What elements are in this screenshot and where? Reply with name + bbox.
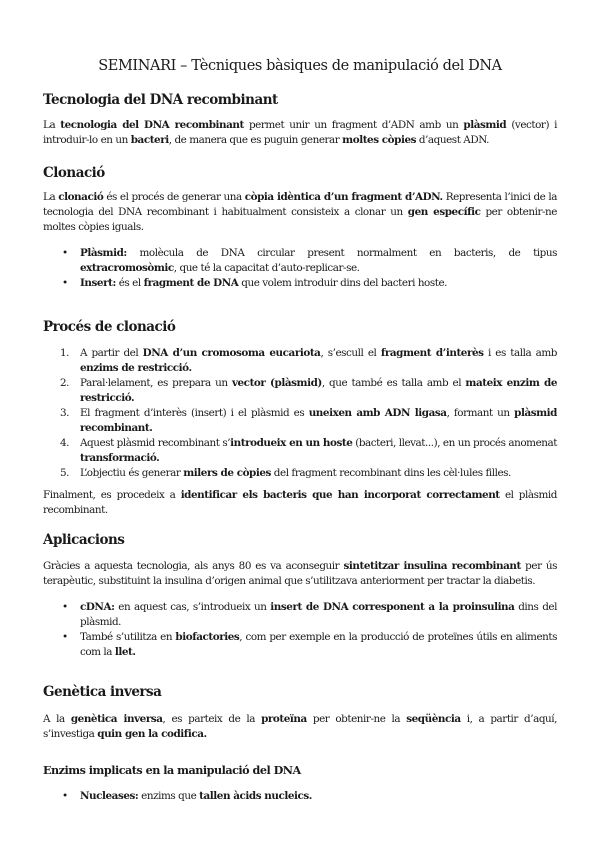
bold-term: moltes còpies [342,134,417,146]
list-item: • També s’utilitza en biofactories, com per exemple en la producció de proteïnes útils en aliments com la llet. [62,631,557,658]
numbered-step: 5. L’objectiu és generar milers de còpies del fragment recombinant dins les cèl·lules filles. [60,467,511,479]
paragraph-clonacio: La clonació és el procés de generar una còpia idèntica d’un fragment d’ADN. Representa l’inici de la tecnologia del DNA recombinant i habitualment consisteix a clonar un gen específic per obtenir-ne moltes còpies iguals. [43,191,558,233]
bold-term: plàsmid [463,119,507,131]
bold-term: fragment d’interès [380,347,484,359]
bold-term: enzims de restricció. [80,362,192,374]
bold-term: Insert: [80,277,116,289]
bold-term: biofactories [175,631,240,643]
heading-clonacio: Clonació [43,165,105,181]
step-number: 4. [60,437,70,449]
numbered-step: 3. El fragment d’interès (insert) i el plàsmid es uneixen amb ADN ligasa, formant un plàsmid recombinant. [60,407,557,434]
paragraph-genetica: A la genètica inversa, es parteix de la proteïna per obtenir-ne la seqüència i, a partir d’aquí, s’investiga quin gen la codifica. [43,713,557,740]
heading-aplicacions: Aplicacions [43,532,125,548]
numbered-step: 1. A partir del DNA d’un cromosoma eucariota, s’escull el fragment d’interès i es talla amb enzims de restricció. [60,347,557,374]
list-item: • Insert: és el fragment de DNA que volem introduir dins del bacteri hoste. [62,277,448,289]
bold-term: vector (plàsmid) [231,377,322,389]
list-enzims [43,789,557,804]
bold-term: Nucleases: [80,790,139,802]
bold-term: uneixen amb ADN ligasa [308,407,447,419]
bold-term: transformació. [80,452,160,464]
bullet-icon: • [62,601,68,613]
bold-term: mateix enzim de restricció. [80,377,558,404]
bold-term: milers de còpies [183,467,271,479]
bold-term: insert de DNA corresponent a la proinsulina [270,601,515,613]
bold-term: introdueix en un hoste [230,437,353,449]
list-item: • Plàsmid: molècula de DNA circular present normalment en bacteris, de tipus extracromosòmic, que té la capacitat d’auto-replicar-se. [62,247,557,274]
list-item: • cDNA: en aquest cas, s’introdueix un insert de DNA corresponent a la proinsulina dins del plàsmid. [62,601,557,628]
bold-term: seqüència [406,713,461,725]
bullet-icon: • [62,247,68,259]
step-number: 5. [60,467,70,479]
heading-genetica: Genètica inversa [43,684,162,700]
numbered-step: 4. Aquest plàsmid recombinant s’introdueix en un hoste (bacteri, llevat...), en un procés anomenat transformació. [60,437,557,464]
bold-term: genètica inversa [70,713,163,725]
document-title: SEMINARI – Tècniques bàsiques de manipulació del DNA [98,58,502,74]
bold-term: cDNA: [80,601,115,613]
bold-term: identificar els bacteris que han incorporat correctament [180,489,500,501]
bold-term: plàsmid recombinant. [80,407,557,434]
bold-term: extracromosòmic [80,262,174,274]
step-number: 3. [60,407,70,419]
bold-term: tecnologia del DNA recombinant [60,119,244,131]
bullet-icon: • [62,631,68,643]
bold-term: Plàsmid: [80,247,127,259]
bold-term: tallen àcids nucleics. [199,790,312,802]
bullet-icon: • [62,790,68,802]
bold-term: quin gen la codifica. [97,728,207,740]
numbered-step: 2. Paral·lelament, es prepara un vector (plàsmid), que també es talla amb el mateix enzim de restricció. [60,377,558,404]
list-aplicacions [43,600,557,660]
heading-enzims: Enzims implicats en la manipulació del DNA [43,763,301,777]
heading-proces: Procés de clonació [43,319,176,335]
bullet-icon: • [62,277,68,289]
bold-term: proteïna [261,713,307,725]
bold-term: bacteri [130,134,169,146]
bold-term: clonació [58,191,104,203]
step-number: 1. [60,347,70,359]
step-number: 2. [60,377,70,389]
bold-term: llet. [114,646,136,658]
paragraph-proces-final: Finalment, es procedeix a identificar els bacteris que han incorporat correctament el plàsmid recombinant. [43,489,557,516]
bold-term: gen específic [407,206,481,218]
bold-term: fragment de DNA [143,277,239,289]
bold-term: sintetitzar insulina recombinant [343,560,521,572]
bold-term: còpia idèntica d’un fragment d’ADN. [244,191,443,203]
paragraph-tecnologia: La tecnologia del DNA recombinant permet unir un fragment d’ADN amb un plàsmid (vector) i introduir-lo en un bacteri, de manera que es puguin generar moltes còpies d’aquest ADN. [43,119,557,146]
list-clonacio [43,246,557,291]
list-proces [43,346,557,481]
bold-term: DNA d’un cromosoma eucariota [142,347,321,359]
list-item: • Nucleases: enzims que tallen àcids nucleics. [62,790,312,802]
paragraph-aplicacions: Gràcies a aquesta tecnologia, als anys 80 es va aconseguir sintetitzar insulina recombinant per ús terapèutic, substituint la insulina d’origen animal que s’utilitzava anteriorment per tractar la diabetis. [43,560,557,587]
heading-tecnologia: Tecnologia del DNA recombinant [43,92,278,108]
